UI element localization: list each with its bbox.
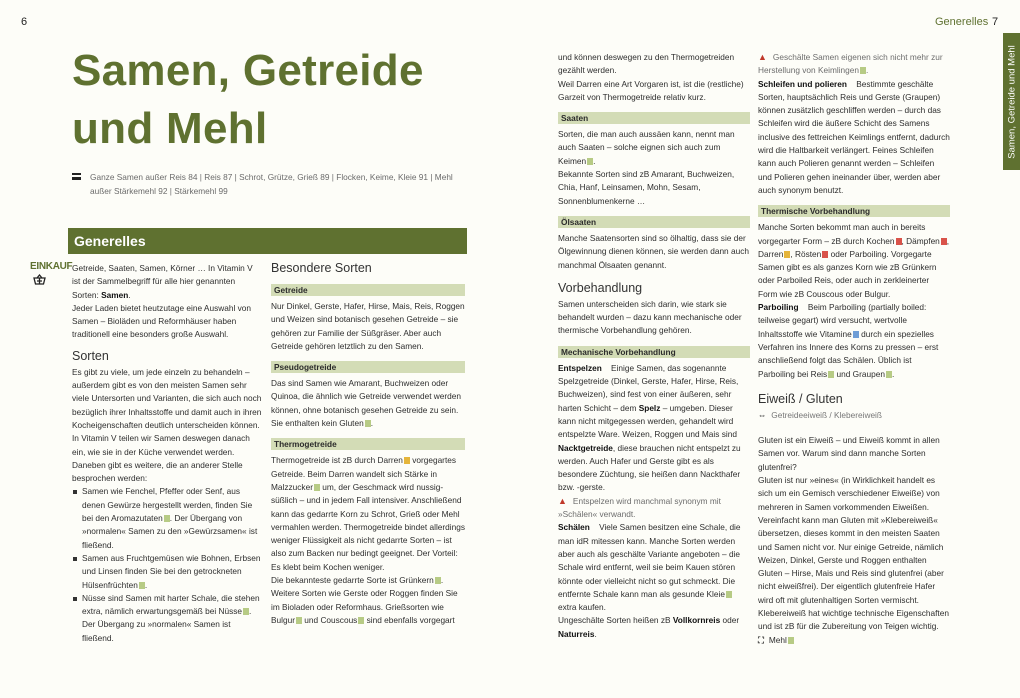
page-ref-icon[interactable] <box>860 67 866 74</box>
see-also-link[interactable]: ⛶ Mehl <box>758 634 950 647</box>
warning-note: ▲ Geschälte Samen eigenen sich nicht mehr zur Herstellung von Keimlingen . <box>758 52 943 76</box>
sorten-paragraph: Es gibt zu viele, um jede einzeln zu behandeln – außerdem gibt es von den meisten Samen sehr viele Untersorten und Varianten, die sich auch noch bezüglich ihrer Inhaltsstoffe und damit auch in ihren Kocheigenschaften deutlich unterscheiden können. In Vitamin V teilen wir Samen deswegen danach ein, wie sie in der Küche verwendet werden. <box>72 366 262 457</box>
saaten-paragraph-2: Bekannte Sorten sind zB Amarant, Buchweizen, Chia, Hanf, Leinsamen, Mohn, Sesam, Sonnenblumenkerne … <box>558 169 735 206</box>
schleifen-paragraph: Schleifen und polieren Bestimmte geschälte Sorten, hauptsächlich Reis und Gerste (Graupen) können zusätzlich geschliffen werden – durch das Schleifen wird die äußere Schicht des Samens inclusive des fettreichen Keimlings entfernt, dadurch wird die Haltbarkeit verlängert. Feines Schleifen kann auch Polieren genannt werden – Schleifen und Polieren gehen ineinander über, werden aber auch synonym benutzt. <box>758 78 950 195</box>
parboiling-paragraph: Parboiling Beim Parboiling (partially boiled: teilweise gegart) wird versucht, wertvolle Inhaltsstoffe wie Vitamine durch ein spezielles Verfahren ins Innere des Korns zu pressen – erst anschließend folgt das Schälen. Üblich ist Parboiling bei Reis und Graupen . <box>758 302 939 379</box>
schaelen-paragraph: Schälen Viele Samen besitzen eine Schale, die man idR mitessen kann. Manche Sorten werden aber auch als geschälte Variante angeboten – die Schale wird entfernt, weil sie beim Kauen stören könnte oder vielleicht nicht so gut schmeckt. Die entfernte Schale kann man als gesunde Kleie extra kaufen. <box>558 522 741 613</box>
running-head: Generelles <box>935 16 989 28</box>
ungeschaelt-paragraph: Ungeschälte Sorten heißen zB Vollkornreis oder Naturreis. <box>558 615 740 639</box>
subhead-pseudogetreide: Pseudogetreide <box>271 361 465 373</box>
synonyms-line: ⇔ Getreideeiweiß / Klebereiweiß <box>758 409 882 420</box>
list-item: Samen aus Fruchtgemüsen wie Bohnen, Erbsen und Linsen finden Sie bei den getrockneten Hülsenfrüchten . <box>72 552 262 592</box>
heading-besondere-sorten: Besondere Sorten <box>271 261 372 275</box>
warning-icon: ▲ <box>558 495 567 506</box>
page-number-left: 6 <box>21 16 28 28</box>
page-ref-icon[interactable] <box>886 371 892 378</box>
page-ref-icon[interactable] <box>726 591 732 598</box>
thermo-paragraph-2: Die bekannteste gedarrte Sorte ist Grünkern . <box>271 575 444 586</box>
darren-paragraph: Weil Darren eine Art Vorgaren ist, ist die (restliche) Garzeit von Thermogetreide relativ kurz. <box>558 78 744 102</box>
warning-icon: ▲ <box>758 52 767 62</box>
getreide-paragraph: Nur Dinkel, Gerste, Hafer, Hirse, Mais, Reis, Roggen und Weizen sind botanisch gesehen Getreide – sie gehören zur Familie der Süßgräser. Aber auch Getreide gehören letztlich zu den Samen. <box>271 301 465 351</box>
chapter-toc[interactable] <box>72 170 472 198</box>
column-2 <box>271 256 465 627</box>
synonym-arrows-icon: ⇔ <box>758 409 767 420</box>
thermo-paragraph-3: Weitere Sorten wie Gerste oder Roggen finden Sie im Bioladen oder Reformhaus. Grießsorten wie Bulgur und Couscous sind ebenfalls vorgegart <box>271 588 458 625</box>
margin-label-einkauf: EINKAUF <box>30 261 73 272</box>
column-4 <box>758 51 950 647</box>
expand-icon: ⛶ <box>758 634 764 645</box>
subhead-saaten: Saaten <box>558 112 750 124</box>
page-number-right: 7 <box>992 16 999 28</box>
section-banner: Generelles <box>68 228 467 254</box>
page-ref-icon[interactable] <box>587 158 593 165</box>
toc-text[interactable]: Ganze Samen außer Reis 84 | Reis 87 | Schrot, Grütze, Grieß 89 | Flocken, Keime, Kleie 91 | Mehl außer Stärkemehl 92 | Stärkemehl 99 <box>90 172 453 196</box>
continued-paragraph: und können deswegen zu den Thermogetreiden gezählt werden. <box>558 52 735 76</box>
chapter-side-tab[interactable] <box>1003 33 1020 170</box>
gluten-paragraph: Gluten ist ein Eiweiß – und Eiweiß kommt in allen Samen vor. Warum sind dann manche Sorten glutenfrei? <box>758 435 940 472</box>
title-line-2: und Mehl <box>72 104 268 153</box>
intro-paragraph: Getreide, Saaten, Samen, Körner … In Vitamin V ist der Sammelbegriff für alle hier genannten Sorten: Samen. <box>72 263 253 300</box>
pseudo-paragraph: Das sind Samen wie Amarant, Buchweizen oder Quinoa, die ähnlich wie Getreide verwendet werden können, ohne botanisch gesehen Getreide zu sein. Sie enthalten kein Gluten . <box>271 378 462 429</box>
daneben-paragraph: Daneben gibt es weitere, die an anderer Stelle besprochen werden: <box>72 459 243 484</box>
bold-term: Samen <box>101 289 129 300</box>
heading-vorbehandlung: Vorbehandlung <box>558 280 643 295</box>
page-ref-icon[interactable] <box>788 637 794 644</box>
subhead-getreide: Getreide <box>271 284 465 296</box>
gluten-paragraph-2: Gluten ist nur »eines« (in Wirklichkeit handelt es sich um ein Gemisch verschiedener Eiweiße) von mehreren in Samen vorkommenden Eiweißen. Vereinfacht kann man Gluten mit »Klebereiweiß« übersetzen, dieses kommt in den meisten Saaten und Samen nicht vor. Nur einige Getreide, nämlich Weizen, Dinkel, Gerste und Roggen enthalten Gluten – Hirse, Mais und Reis sind glutenfrei (aber nicht eiweißfrei). Der eigentlich glutenfreie Hafer wird oft mit glutenhaltigen Sorten vermischt. Klebereiweiß hat wichtige technische Eigenschaften und ist zB für die Zubereitung von Teigen wichtig. <box>758 475 949 632</box>
column-3 <box>558 51 750 641</box>
entspelzen-paragraph: Entspelzen Einige Samen, das sogenannte Spelzgetreide (Dinkel, Gerste, Hafer, Hirse, Reis, Buchweizen), sind fest von einer äußeren, sehr harten Schicht – dem Spelz – umgeben. Dieser kann nicht mitgegessen werden, gehandelt wird entspelzte Ware. Weizen, Roggen und Mais sind Nacktgetreide, diese brauchen nicht entspelzt zu werden. Auch Hafer und Gerste gibt es als besondere Züchtung, sie heißen dann Nackthafer bzw. -gerste. <box>558 362 741 493</box>
title-line-1: Samen, Getreide <box>72 46 424 95</box>
subhead-oelsaaten: Ölsaaten <box>558 216 750 228</box>
basket-icon <box>33 274 46 288</box>
thermo-paragraph: Thermogetreide ist zB durch Darren vorgegartes Getreide. Beim Darren wandelt sich Stärke in Malzzucker um, der Geschmack wird nussig-süßlich – und in jedem Fall intensiver. Anschließend kann das gedarrte Korn zu Schrot, Grieß oder Mehl vermahlen werden. Thermogetreide bindet allerdings weniger Flüssigkeit als nicht gedarrte Sorten – ist also zum Backen nur bedingt geeignet. Der Vorteil: Es klebt beim Kochen weniger. <box>271 455 466 572</box>
warning-note: ▲ Entspelzen wird manchmal synonym mit »Schälen« verwandt. <box>558 495 721 520</box>
thermische-paragraph: Manche Sorten bekommt man auch in bereits vorgegarter Form – zB durch Kochen , Dämpfen , Darren , Rösten oder Parboiling. Vorgegarte Samen gibt es als ganzes Korn wie zB Grünkern oder Parboiled Reis, oder auch in zerkleinerter Form wie zB Couscous oder Bulgur. <box>758 222 950 299</box>
page-ref-icon[interactable] <box>365 420 371 427</box>
list-icon <box>72 173 81 180</box>
heading-eiweiss-gluten: Eiweiß / Gluten <box>758 391 843 406</box>
side-tab-label: Samen, Getreide und Mehl <box>1006 44 1017 159</box>
chapter-title <box>72 42 492 158</box>
intro-paragraph-2: Jeder Laden bietet heutzutage eine Auswahl von Samen – Bioläden und Reformhäuser haben traditionell eine besonders große Auswahl. <box>72 302 251 340</box>
page-ref-icon[interactable] <box>435 577 441 584</box>
vorbehandlung-paragraph: Samen unterscheiden sich darin, wie stark sie behandelt wurden – dazu kann mechanische oder thermische Vorbehandlung gehören. <box>558 298 742 336</box>
bullet-list <box>72 485 262 645</box>
heading-sorten: Sorten <box>72 348 109 363</box>
subhead-thermische-vorbehandlung: Thermische Vorbehandlung <box>758 205 950 217</box>
saaten-paragraph: Sorten, die man auch aussäen kann, nennt man auch Saaten – solche eignen sich auch zum Keimen . <box>558 129 735 166</box>
column-1 <box>72 262 262 645</box>
subhead-thermogetreide: Thermogetreide <box>271 438 465 450</box>
subhead-mechanische-vorbehandlung: Mechanische Vorbehandlung <box>558 346 750 358</box>
list-item: Samen wie Fenchel, Pfeffer oder Senf, aus denen Gewürze hergestellt werden, finden Sie bei den Aromazutaten . Der Übergang von »normalen« Samen zu den »Gewürzsamen« ist fließend. <box>72 485 262 551</box>
list-item: Nüsse sind Samen mit harter Schale, die stehen extra, nämlich erwartungsgemäß bei Nüsse . Der Übergang zu »normalen« Samen ist fließend. <box>72 592 262 645</box>
oelsaaten-paragraph: Manche Saatensorten sind so ölhaltig, dass sie der Ölgewinnung dienen können, sie werden dann auch manchmal Ölsaaten genannt. <box>558 232 749 270</box>
